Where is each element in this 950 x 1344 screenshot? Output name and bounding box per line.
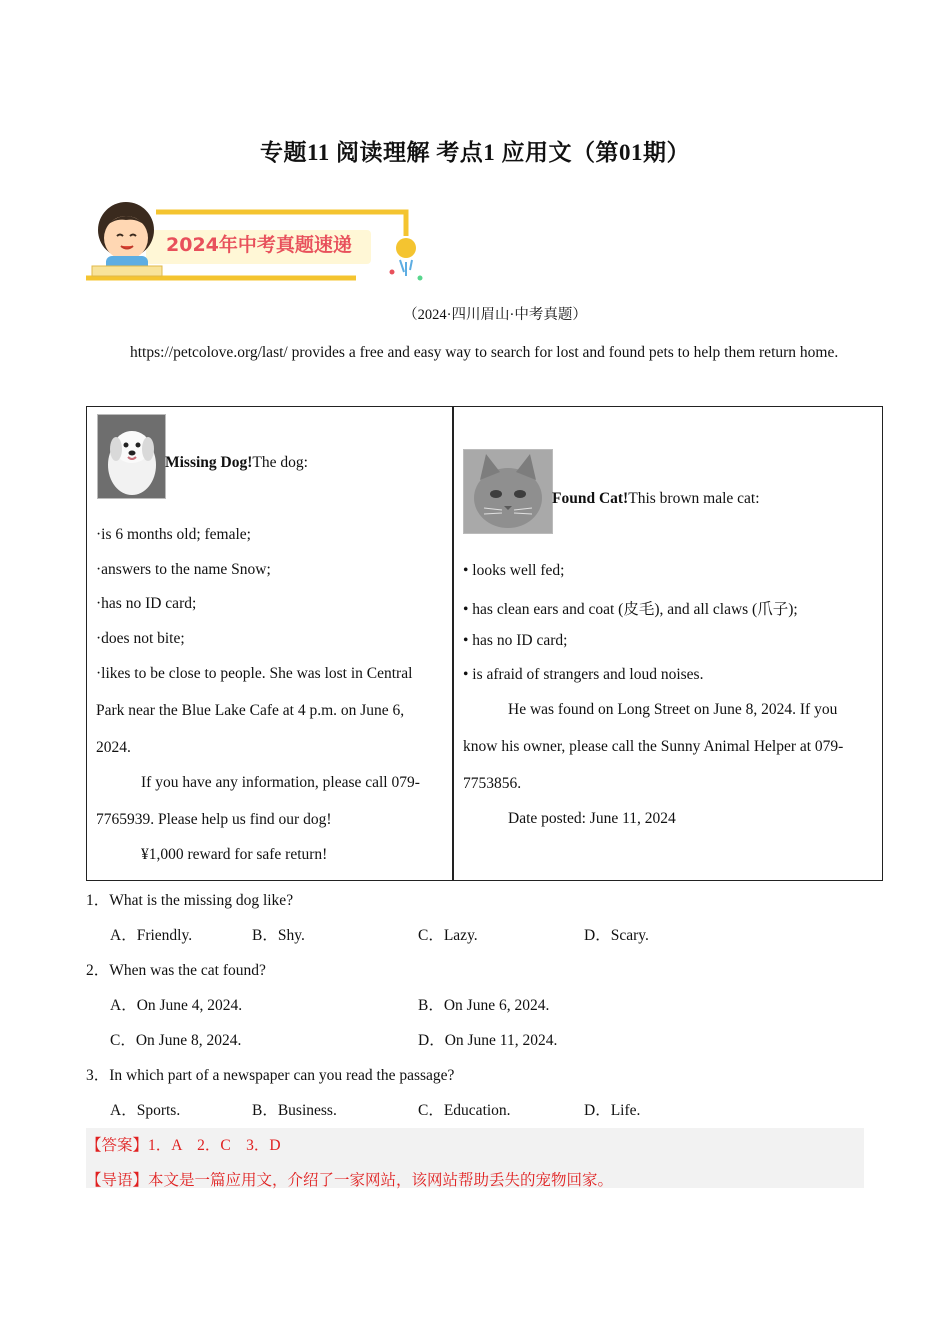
banner-text: 2024年中考真题速递 [166,234,352,256]
cat-heading-rest: This brown male cat: [628,490,760,507]
dog-photo [97,414,166,499]
cat-item: • is afraid of strangers and loud noises. [463,666,704,683]
guide-note: 【导语】本文是一篇应用文，介绍了一家网站，该网站帮助丢失的宠物回家。 [86,1172,614,1189]
option-a: A．Sports. [110,1102,181,1119]
cat-item: • has no ID card; [463,632,568,649]
option-d: D．On June 11, 2024. [418,1032,558,1049]
dog-item: ·is 6 months old; female; [96,526,251,543]
cat-found: He was found on Long Street on June 8, 2024. If you [508,701,838,718]
option-d: D．Life. [584,1102,641,1119]
dog-heading [165,454,308,472]
dog-heading-rest: The dog: [252,454,308,471]
intro-paragraph: https://petcolove.org/last/ provides a free and easy way to search for lost and found pets to help them return home. [130,344,839,361]
dog-item: ·likes to be close to people. She was lost in Central [96,665,413,682]
page-title: 专题11 阅读理解 考点1 应用文（第01期） [260,140,690,165]
answer-key: 【答案】1．A 2．C 3．D [86,1137,281,1154]
dog-reward: ¥1,000 reward for safe return! [141,846,328,863]
option-c: C．Education. [418,1102,511,1119]
source-citation: （2024·四川眉山·中考真题） [403,307,587,323]
cat-photo [463,449,553,534]
option-d: D．Scary. [584,927,649,944]
option-b: B．Business. [252,1102,337,1119]
option-c: C．On June 8, 2024. [110,1032,242,1049]
dog-item: ·has no ID card; [96,595,197,612]
dog-item: 2024. [96,739,131,756]
dog-item: ·does not bite; [96,630,185,647]
question-stem: 1．What is the missing dog like? [86,892,294,909]
option-a: A．On June 4, 2024. [110,997,243,1014]
cat-found: 7753856. [463,775,522,792]
cat-heading-bold: Found Cat! [552,490,629,507]
cat-date-posted: Date posted: June 11, 2024 [508,810,676,827]
dog-heading-bold: Missing Dog! [165,454,253,471]
cat-item: • looks well fed; [463,562,565,579]
option-a: A．Friendly. [110,927,193,944]
table-divider [452,406,454,881]
option-b: B．On June 6, 2024. [418,997,550,1014]
option-c: C．Lazy. [418,927,478,944]
dog-contact: 7765939. Please help us find our dog! [96,811,332,828]
dog-contact: If you have any information, please call 079- [141,774,420,791]
option-b: B．Shy. [252,927,305,944]
question-stem: 3．In which part of a newspaper can you read the passage? [86,1067,455,1084]
banner [86,190,426,290]
cat-item: • has clean ears and coat (皮毛), and all claws (爪子); [463,601,798,618]
dog-item: Park near the Blue Lake Cafe at 4 p.m. on June 6, [96,702,405,719]
question-stem: 2．When was the cat found? [86,962,266,979]
dog-item: ·answers to the name Snow; [96,561,271,578]
cat-found: know his owner, please call the Sunny Animal Helper at 079- [463,738,844,755]
cat-heading [552,490,760,508]
